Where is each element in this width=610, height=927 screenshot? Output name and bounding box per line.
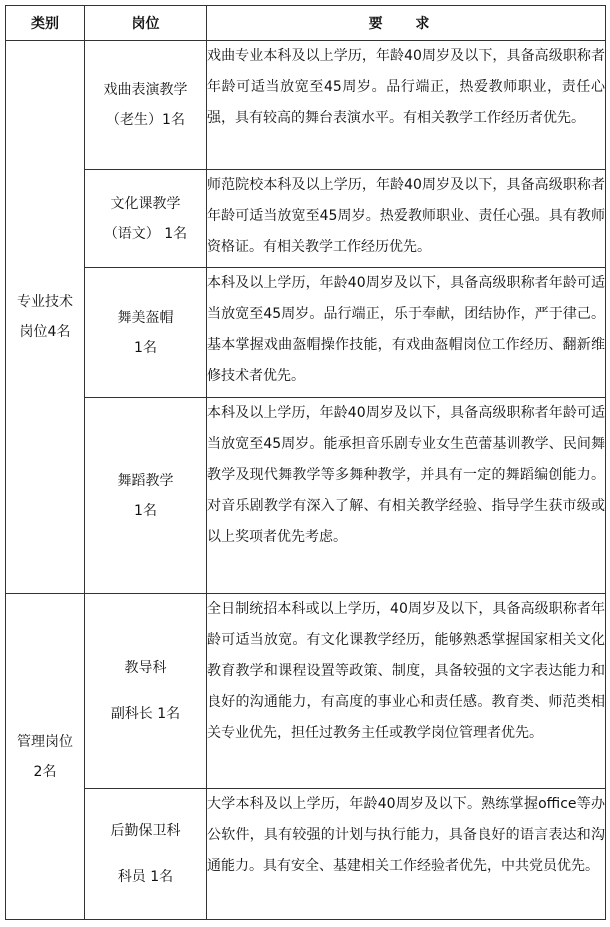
requirement-cell: 全日制统招本科或以上学历，40周岁及以下，具备高级职称者年龄可适当放宽。有文化课教学经历，能够熟悉掌握国家相关文化教育教学和课程设置等政策、制度，具备较强的文字表达能力和良好的沟通能力，有高度的事业心和责任感。教育类、师范类相关专业优先，担任过教务主任或教学岗位管理者优先。 xyxy=(207,594,606,789)
requirement-cell: 戏曲专业本科及以上学历，年龄40周岁及以下，具备高级职称者年龄可适当放宽至45周岁。品行端正，热爱教师职业，责任心强，具有较高的舞台表演水平。有相关教学工作经历者优先。 xyxy=(207,41,606,170)
requirement-cell: 本科及以上学历，年龄40周岁及以下，具备高级职称者年龄可适当放宽至45周岁。品行端正，乐于奉献，团结协作，严于律己。基本掌握戏曲盔帽操作技能，有戏曲盔帽岗位工作经历、翻新维修技术者优先。 xyxy=(207,268,606,398)
table-row xyxy=(6,268,606,398)
position-line: 后勤保卫科 xyxy=(110,823,181,839)
position-cell xyxy=(85,398,207,594)
position-line: 戏曲表演教学 xyxy=(103,82,188,98)
category-line: 2名 xyxy=(33,763,57,780)
table-row xyxy=(6,170,606,268)
position-spacer xyxy=(85,846,206,862)
requirement-cell: 大学本科及以上学历，年龄40周岁及以下。熟练掌握office等办公软件，具有较强的计划与执行能力，具备良好的语言表达和沟通能力。具有安全、基建相关工作经验者优先，中共党员优先。 xyxy=(207,789,606,920)
category-cell-management xyxy=(6,594,85,920)
position-line: （老生）1名 xyxy=(106,112,185,128)
position-line: 舞蹈教学 xyxy=(117,472,174,489)
category-line: 岗位4名 xyxy=(19,324,71,340)
header-position: 岗位 xyxy=(85,6,207,41)
category-line: 专业技术 xyxy=(17,294,73,310)
position-line: （语文） 1名 xyxy=(103,225,188,242)
requirement-cell: 师范院校本科及以上学历，年龄40周岁及以下，具备高级职称者年龄可适当放宽至45周岁。热爱教师职业、责任心强。具有教师资格证。有相关教学工作经历优先。 xyxy=(207,170,606,268)
position-line: 科员 1名 xyxy=(117,869,174,885)
table-row xyxy=(6,594,606,789)
category-cell-technical xyxy=(6,41,85,594)
table-row xyxy=(6,789,606,920)
position-spacer xyxy=(85,683,206,699)
position-cell xyxy=(85,41,207,170)
position-line: 教导科 xyxy=(124,660,167,676)
header-category: 类别 xyxy=(6,6,85,41)
table-header-row xyxy=(6,6,606,41)
position-line: 文化课教学 xyxy=(110,195,181,212)
position-line: 舞美盔帽 xyxy=(117,309,174,326)
position-line: 1名 xyxy=(134,502,157,519)
position-cell xyxy=(85,594,207,789)
recruitment-table xyxy=(5,5,606,920)
table-row xyxy=(6,41,606,170)
requirement-cell: 本科及以上学历，年龄40周岁及以下，具备高级职称者年龄可适当放宽至45周岁。能承担音乐剧专业女生芭蕾基训教学、民间舞教学及现代舞教学等多舞种教学，并具有一定的舞蹈编创能力。对音乐剧教学有深入了解、有相关教学经验、指导学生获市级或以上奖项者优先考虑。 xyxy=(207,398,606,594)
position-cell xyxy=(85,268,207,398)
position-cell xyxy=(85,170,207,268)
position-cell xyxy=(85,789,207,920)
position-line: 副科长 1名 xyxy=(110,706,181,722)
position-line: 1名 xyxy=(134,339,157,356)
header-requirement: 要 求 xyxy=(207,6,606,41)
table-row xyxy=(6,398,606,594)
category-line: 管理岗位 xyxy=(17,733,73,750)
